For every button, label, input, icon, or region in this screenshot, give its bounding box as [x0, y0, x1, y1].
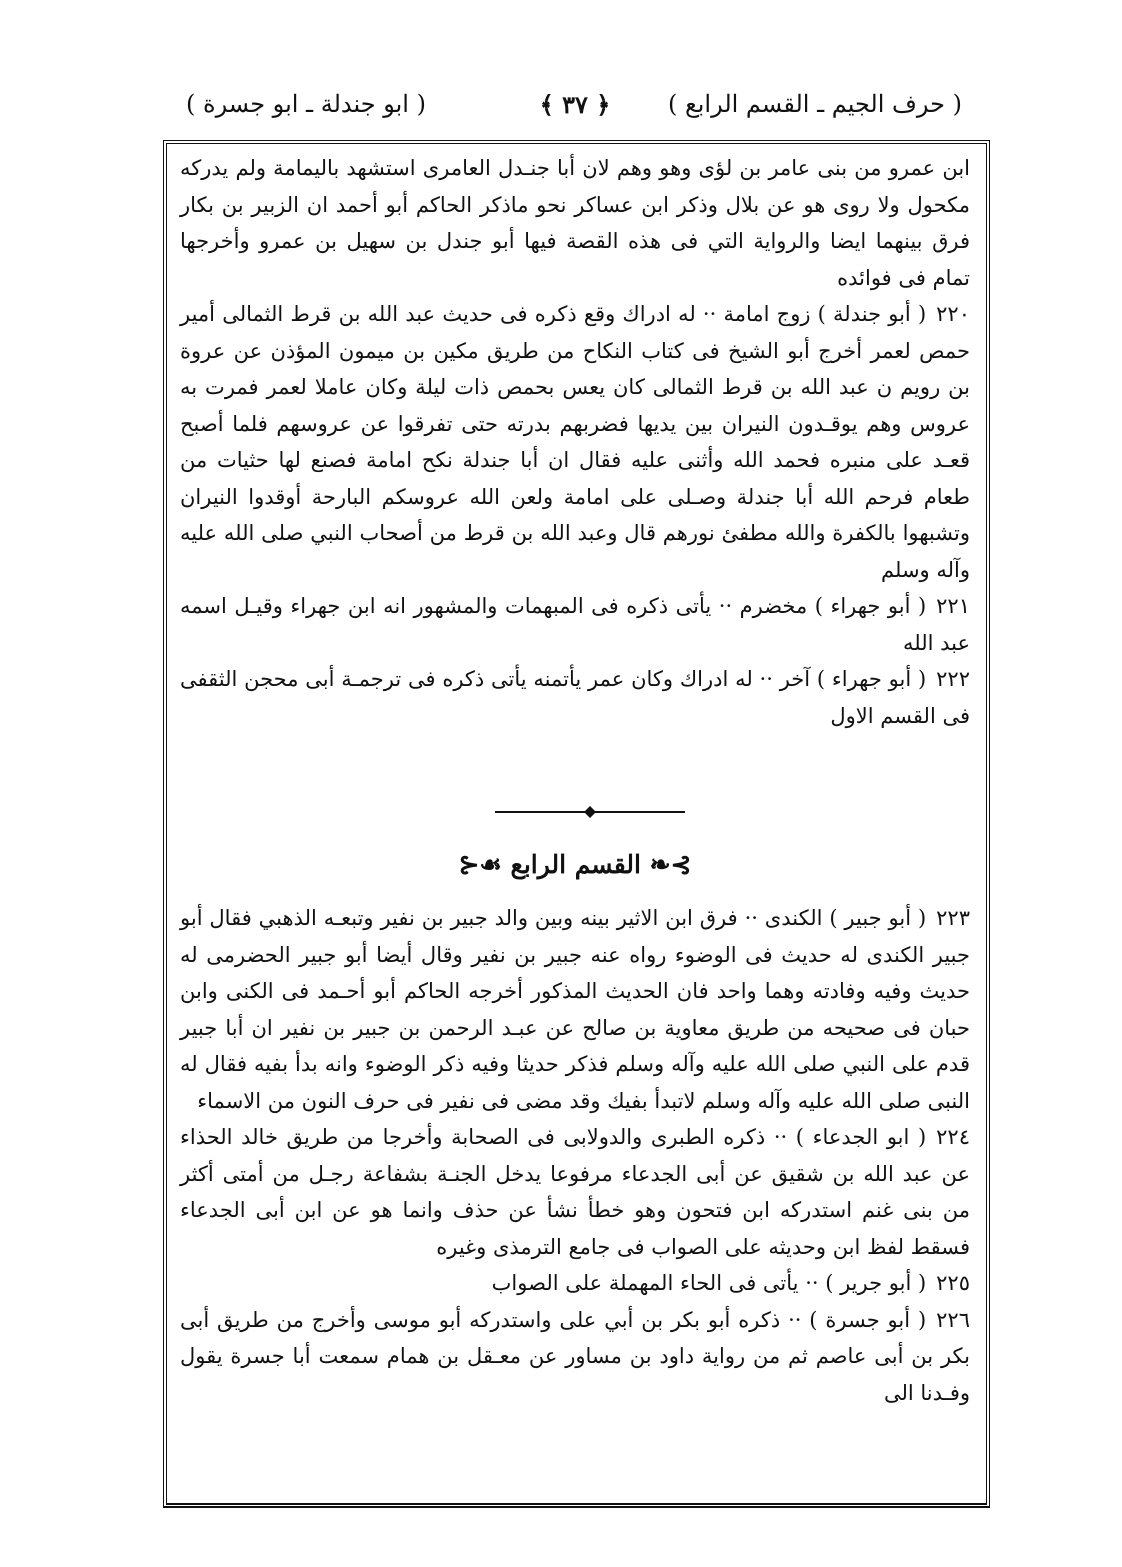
entry-number: ٢٢٣ [936, 906, 970, 930]
entry-221: ٢٢١( أبو جهراء ) مخضرم ·· يأتى ذكره فى المبهمات والمشهور انه ابن جهراء وقيـل اسمه عبد الله [180, 594, 970, 655]
entry-220: ٢٢٠( أبو جندلة ) زوج امامة ·· له ادراك وقع ذكره فى حديث عبد الله بن قرط الثمالى أمير حمص لعمر أخرج أبو الشيخ فى كتاب النكاح من طريق مكين بن ميمون المؤذن عن عروة بن رويم ن عبد الله بن قرط الثمالى كان يعس بحمص ذات ليلة وكان عاملا لعمر فمرت به عروس وهم يوقـدون النيران بين يديها فضربهم بدرته حتى تفرقوا عن عروسهم فلما أصبح قعـد على منبره فحمد الله وأثنى عليه فقال ان أبا جندلة نكح امامة فصنع لها حثيات من طعام فرحم الله أبا جندلة وصـلى على امامة ولعن الله عروسكم البارحة أوقدوا النيران وتشبهوا بالكفرة والله مطفئ نورهم قال وعبد الله بن قرط من أصحاب النبي صلى الله عليه وآله وسلم [180, 302, 970, 582]
entry-224: ٢٢٤( ابو الجدعاء ) ·· ذكره الطبرى والدولابى فى الصحابة وأخرجا من طريق خالد الحذاء عن عبد الله بن شقيق عن أبى الجدعاء مرفوعا يدخل الجنـة بشفاعة رجـل من أمتى أكثر من بنى غنم استدركه ابن فتحون وهو خطأ نشأ عن حذف وانما هو عن ابن أبى الجدعاء فسقط لفظ ابن وحديثه على الصواب فى جامع الترمذى وغيره [180, 1125, 970, 1259]
text-block-top [180, 150, 970, 734]
entry-number: ٢٢٥ [936, 1271, 970, 1295]
entry-number: ٢٢٦ [936, 1307, 970, 1332]
running-head-chapter: ( حرف الجيم ـ القسم الرابع ) [667, 90, 962, 118]
page-number: ﴿ ٣٧ ﴾ [539, 90, 611, 119]
section-divider-ornament [495, 805, 685, 819]
paragraph-continuation: ابن عمرو من بنى عامر بن لؤى وهو وهم لان أبا جنـدل العامرى استشهد باليمامة ولم يدركه مكحول ولا روى هو عن بلال وذكر ابن عساكر نحو ماذكر الحاكم أبو أحمد ان الزبير بن بكار فرق بينهما ايضا والرواية التي فى هذه القصة فيها أبو جندل بن سهيل بن عمرو وأخرجها تمام فى فوائده [180, 156, 970, 290]
running-head [180, 84, 970, 128]
entry-226: ٢٢٦( أبو جسرة ) ·· ذكره أبو بكر بن أبي على واستدركه أبو موسى وأخرج من طريق أبى بكر بن أبى عاصم ثم من رواية داود بن مساور عن معـقل بن همام سمعت أبا جسرة يقول وفـدنا الى [180, 1307, 970, 1405]
ornament-left-icon: ⊱❧ [649, 850, 692, 879]
entry-number: ٢٢٢ [936, 667, 970, 691]
entry-225: ٢٢٥( أبو جرير ) ·· يأتى فى الحاء المهملة على الصواب [491, 1271, 970, 1295]
section-heading [180, 850, 970, 879]
entry-number: ٢٢٤ [936, 1125, 970, 1149]
ornament-right-icon: ☙⊰ [458, 850, 502, 879]
entry-222: ٢٢٢( أبو جهراء ) آخر ·· له ادراك وكان عمر يأتمنه يأتى ذكره فى ترجمـة أبى محجن الثقفى فى القسم الاول [180, 667, 970, 728]
entry-number: ٢٢٠ [936, 302, 970, 326]
text-block-bottom [180, 900, 970, 1411]
entry-223: ٢٢٣( أبو جبير ) الكندى ·· فرق ابن الاثير بينه وبين والد جبير بن نفير وتبعـه الذهبي فقال أبو جبير الكندى له حديث فى الوضوء رواه عنه جبير بن نفير وقال أيضا أبو جبير الحضرمى له حديث وفيه وفادته وهما واحد فان الحديث المذكور أخرجه الحاكم أبو أحـمد فى الكنى وابن حبان فى صحيحه من طريق معاوية بن صالح عن عبـد الرحمن بن جبير بن نفير ان أبا جبير قدم على النبي صلى الله عليه وآله وسلم فذكر حديثا وفيه ذكر الوضوء وانه بدأ بفيه فقال له النبى صلى الله عليه وآله وسلم لاتبدأ بفيك وقد مضى فى نفير فى حرف النون من الاسماء [180, 906, 970, 1113]
entry-number: ٢٢١ [936, 594, 970, 618]
section-heading-text: القسم الرابع [510, 850, 641, 879]
running-head-entries: ( ابو جندلة ـ ابو جسرة ) [186, 90, 426, 118]
